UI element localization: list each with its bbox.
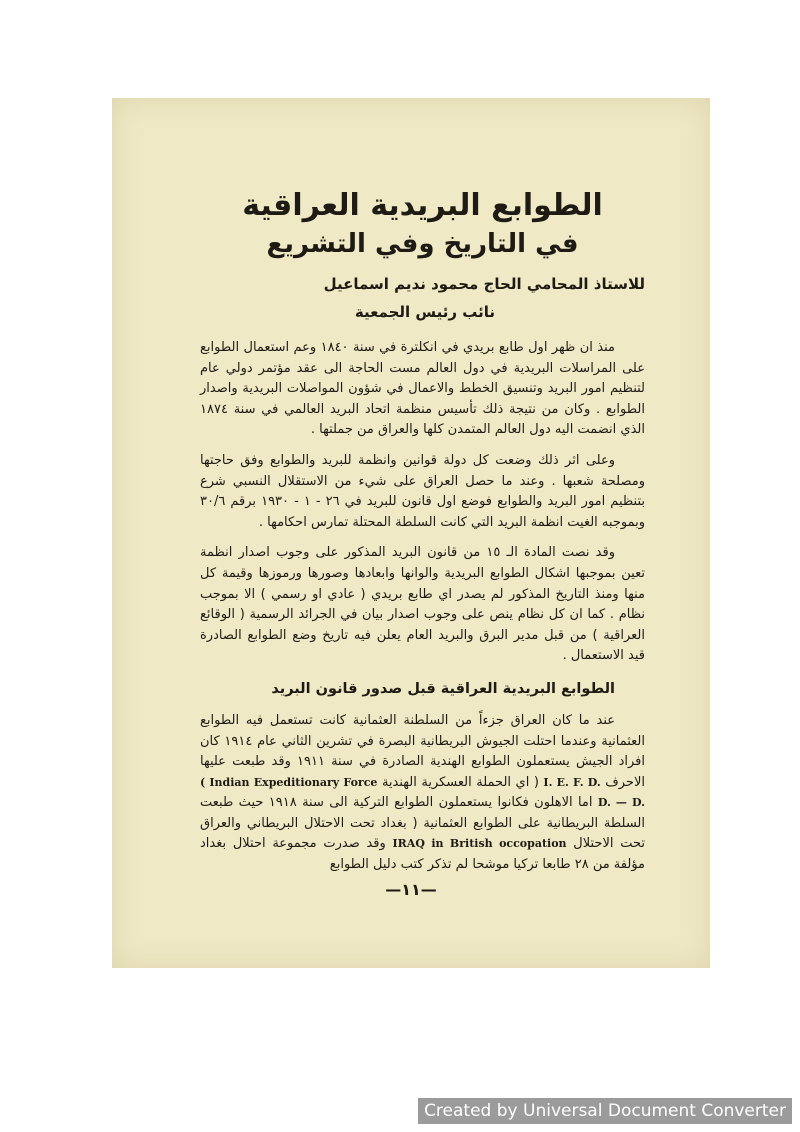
ief-full-name: ( Indian Expeditionary Force D. — D.: [200, 775, 645, 810]
iraq-occupation-text: IRAQ in British occopation: [392, 837, 567, 851]
converter-watermark: Created by Universal Document Converter: [418, 1098, 792, 1124]
article-subtitle: في التاريخ وفي التشريع: [266, 229, 579, 259]
page-number: —١١—: [385, 880, 437, 899]
ief-letters: I. E. F. D.: [543, 775, 601, 789]
paragraph-2: وعلى اثر ذلك وضعت كل دولة قوانين وانظمة للبريد والطوابع وفق حاجتها ومصلحة شعبها . وعند ما حصل العراق على شيء من الاستقلال النسبي شرع بتنظيم امور البريد والطوابع فوضع اول قانون للبريد في ٢٦ - ١ - ١٩٣٠ برقم ٣٠/٦ وبموجبه الغيت انظمة البريد التي كانت السلطة المحتلة تمارس احكامها .: [200, 452, 645, 530]
section-text-1b: ( اي الحملة العسكرية الهندية: [381, 774, 539, 790]
section-text-1c: اما الاهلون فكانوا يستعملون الطوابع التركية الى سنة ١٩١٨ حيث طبعت السلطة البريطانية على الطوابع العثمانية ( بغداد تحت الاحتلال البريطاني والعراق تحت الاحتلال: [200, 795, 645, 852]
scanned-page: [112, 98, 710, 968]
article-title: الطوابع البريدية العراقية: [242, 188, 603, 223]
paragraph-1: منذ ان ظهر اول طابع بريدي في انكلترة في سنة ١٨٤٠ وعم استعمال الطوابع على المراسلات البريدية في دول العالم مست الحاجة الى عقد مؤتمر دولي عام لتنظيم امور البريد وتنسيق الخطط والاعمال في شؤون المواصلات البريدية واصدار الطوابع . وكان من نتيجة ذلك تأسيس منظمة اتحاد البريد العالمي في سنة ١٨٧٤ الذي انضمت اليه دول العالم المتمدن كلها والعراق من جملتها .: [200, 340, 645, 438]
article-body: [200, 186, 645, 886]
paragraph-3: وقد نصت المادة الـ ١٥ من قانون البريد المذكور على وجوب اصدار انظمة تعين بموجبها اشكال الطوابع البريدية والوانها وابعادها وصورها ورموزها وقيمة كل منها ومنذ التاريخ المذكور لم يصدر اي طابع بريدي ( عادي او رسمي ) الا بموجب نظام . كما ان كل نظام ينص على وجوب اصدار بيان في الجرائد الرسمية ( الوقائع العراقية ) من قبل مدير البرق والبريد العام يعلن فيه تاريخ وضع الطوابع الصادرة قيد الاستعمال .: [200, 545, 645, 664]
section-paragraph: [200, 711, 645, 876]
section-heading: الطوابع البريدية العراقية قبل صدور قانون البريد: [271, 680, 615, 697]
section-text-1d: وقد صدرت مجموعة احتلال بغداد مؤلفة من ٢٨ طابعا تركيا موشحا لم تذكر كتب دليل الطوابع: [200, 836, 645, 873]
section-text-1: عند ما كان العراق جزءاً من السلطنة العثمانية كانت تستعمل فيه الطوابع العثمانية وعندما احتلت الجيوش البريطانية البصرة في تشرين الثاني عام ١٩١٤ كان افراد الجيش يستعملون الطوابع الهندية الصادرة في سنة ١٩١١ وقد طبعت عليها الاحرف: [200, 712, 645, 790]
author-line: للاستاذ المحامي الحاج محمود نديم اسماعيل: [323, 275, 645, 293]
author-role: نائب رئيس الجمعية: [354, 303, 495, 321]
